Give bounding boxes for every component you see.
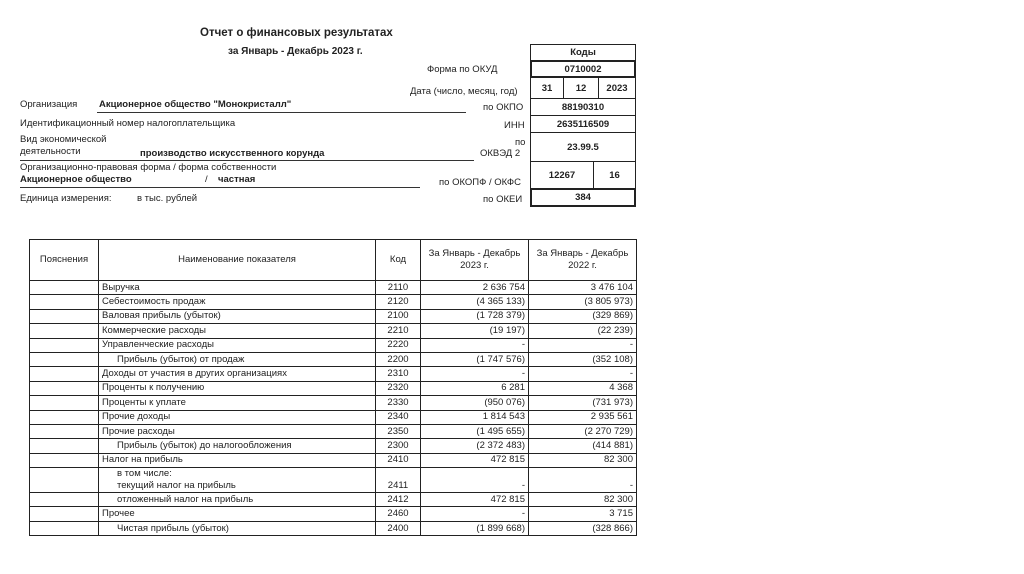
row-name: Прочие доходы — [99, 410, 376, 424]
okei-code: 384 — [530, 188, 636, 207]
date-day: 31 — [530, 77, 564, 99]
row-previous: 3 476 104 — [529, 281, 637, 295]
row-previous: (414 881) — [529, 439, 637, 453]
row-name: Проценты к уплате — [99, 396, 376, 410]
row-code: 2320 — [376, 381, 421, 395]
table-row — [30, 468, 637, 493]
row-current: - — [421, 338, 529, 352]
row-previous: (2 270 729) — [529, 424, 637, 438]
row-previous: (329 869) — [529, 309, 637, 323]
table-row — [30, 367, 637, 381]
okud-code: 0710002 — [530, 60, 636, 78]
row-previous: - — [529, 468, 637, 493]
table-row — [30, 521, 637, 535]
row-name: Доходы от участия в других организациях — [99, 367, 376, 381]
row-code: 2400 — [376, 521, 421, 535]
row-current: - — [421, 507, 529, 521]
row-previous: (3 805 973) — [529, 295, 637, 309]
row-current: - — [421, 367, 529, 381]
row-name: Себестоимость продаж — [99, 295, 376, 309]
row-current: 472 815 — [421, 493, 529, 507]
row-code: 2120 — [376, 295, 421, 309]
financial-results-table — [29, 239, 637, 536]
table-row — [30, 281, 637, 295]
row-code: 2110 — [376, 281, 421, 295]
inn-label: ИНН — [504, 120, 525, 131]
row-previous: (328 866) — [529, 521, 637, 535]
table-row — [30, 493, 637, 507]
row-code: 2300 — [376, 439, 421, 453]
row-name: Прибыль (убыток) до налогообложения — [99, 439, 376, 453]
row-current: (4 365 133) — [421, 295, 529, 309]
row-subheading: в том числе: — [117, 468, 172, 480]
row-current: 472 815 — [421, 453, 529, 467]
row-name: Прочее — [99, 507, 376, 521]
row-current: - — [421, 468, 529, 493]
row-previous: - — [529, 367, 637, 381]
row-current: (2 372 483) — [421, 439, 529, 453]
row-code: 2310 — [376, 367, 421, 381]
row-name: Прибыль (убыток) от продаж — [99, 352, 376, 366]
row-code: 2412 — [376, 493, 421, 507]
row-current: (950 076) — [421, 396, 529, 410]
row-current: (1 747 576) — [421, 352, 529, 366]
activity-label-2: деятельности — [20, 146, 81, 157]
row-previous: 82 300 — [529, 493, 637, 507]
table-row — [30, 381, 637, 395]
table-row — [30, 352, 637, 366]
report-period: за Январь - Декабрь 2023 г. — [228, 46, 363, 57]
inn-code: 2635116509 — [530, 115, 636, 133]
okpo-label: по ОКПО — [483, 102, 524, 113]
okved-label-2: ОКВЭД 2 — [480, 148, 521, 159]
date-label: Дата (число, месяц, год) — [410, 86, 518, 97]
okopf-code: 12267 — [530, 161, 594, 189]
row-name: Коммерческие расходы — [99, 324, 376, 338]
col-code: Код — [376, 240, 421, 281]
row-code: 2411 — [376, 468, 421, 493]
org-label: Организация — [20, 99, 78, 110]
table-row — [30, 338, 637, 352]
row-previous: 2 935 561 — [529, 410, 637, 424]
table-row — [30, 309, 637, 323]
row-name: Чистая прибыль (убыток) — [99, 521, 376, 535]
table-row — [30, 424, 637, 438]
form-value-2: частная — [218, 174, 256, 185]
codes-header: Коды — [530, 44, 636, 61]
row-code: 2200 — [376, 352, 421, 366]
row-code: 2210 — [376, 324, 421, 338]
row-current: (1 899 668) — [421, 521, 529, 535]
row-code: 2410 — [376, 453, 421, 467]
date-month: 12 — [563, 77, 599, 99]
row-name: Проценты к получению — [99, 381, 376, 395]
form-separator: / — [205, 174, 208, 185]
unit-value: в тыс. рублей — [137, 193, 198, 204]
table-row — [30, 439, 637, 453]
row-current: 1 814 543 — [421, 410, 529, 424]
row-code: 2220 — [376, 338, 421, 352]
row-name: Налог на прибыль — [99, 453, 376, 467]
col-current-period: За Январь - Декабрь 2023 г. — [421, 240, 529, 281]
row-current: (1 495 655) — [421, 424, 529, 438]
table-row — [30, 396, 637, 410]
report-title: Отчет о финансовых результатах — [200, 27, 393, 39]
okopf-label: по ОКОПФ / ОКФС — [439, 177, 521, 188]
row-code: 2460 — [376, 507, 421, 521]
row-previous: 4 368 — [529, 381, 637, 395]
row-name: отложенный налог на прибыль — [99, 493, 376, 507]
row-current: 2 636 754 — [421, 281, 529, 295]
okei-label: по ОКЕИ — [483, 194, 523, 205]
org-value: Акционерное общество "Монокристалл" — [99, 99, 292, 110]
row-current: (19 197) — [421, 324, 529, 338]
okpo-code: 88190310 — [530, 98, 636, 116]
form-value-1: Акционерное общество — [20, 174, 132, 185]
table-row — [30, 453, 637, 467]
okfs-code: 16 — [593, 161, 636, 189]
form-label: Организационно-правовая форма / форма собственности — [20, 162, 277, 173]
row-name-text: текущий налог на прибыль — [117, 480, 236, 492]
col-name: Наименование показателя — [99, 240, 376, 281]
row-name: Валовая прибыль (убыток) — [99, 309, 376, 323]
row-current: 6 281 — [421, 381, 529, 395]
row-name: Управленческие расходы — [99, 338, 376, 352]
row-previous: (352 108) — [529, 352, 637, 366]
row-previous: 3 715 — [529, 507, 637, 521]
col-notes: Пояснения — [30, 240, 99, 281]
table-row — [30, 507, 637, 521]
table-row — [30, 324, 637, 338]
row-code: 2100 — [376, 309, 421, 323]
okved-code: 23.99.5 — [530, 132, 636, 162]
date-year: 2023 — [598, 77, 636, 99]
row-current: (1 728 379) — [421, 309, 529, 323]
row-code: 2340 — [376, 410, 421, 424]
row-previous: (22 239) — [529, 324, 637, 338]
row-code: 2330 — [376, 396, 421, 410]
activity-value: производство искусственного корунда — [140, 148, 325, 159]
table-row — [30, 295, 637, 309]
col-previous-period: За Январь - Декабрь 2022 г. — [529, 240, 637, 281]
row-name: Прочие расходы — [99, 424, 376, 438]
table-row — [30, 410, 637, 424]
inn-text-label: Идентификационный номер налогоплательщика — [20, 118, 236, 129]
okud-label: Форма по ОКУД — [427, 64, 498, 75]
okved-label-1: по — [515, 137, 526, 148]
row-name — [99, 468, 376, 493]
activity-label-1: Вид экономической — [20, 134, 107, 145]
row-previous: 82 300 — [529, 453, 637, 467]
row-previous: - — [529, 338, 637, 352]
unit-label: Единица измерения: — [20, 193, 112, 204]
row-code: 2350 — [376, 424, 421, 438]
row-name: Выручка — [99, 281, 376, 295]
row-previous: (731 973) — [529, 396, 637, 410]
